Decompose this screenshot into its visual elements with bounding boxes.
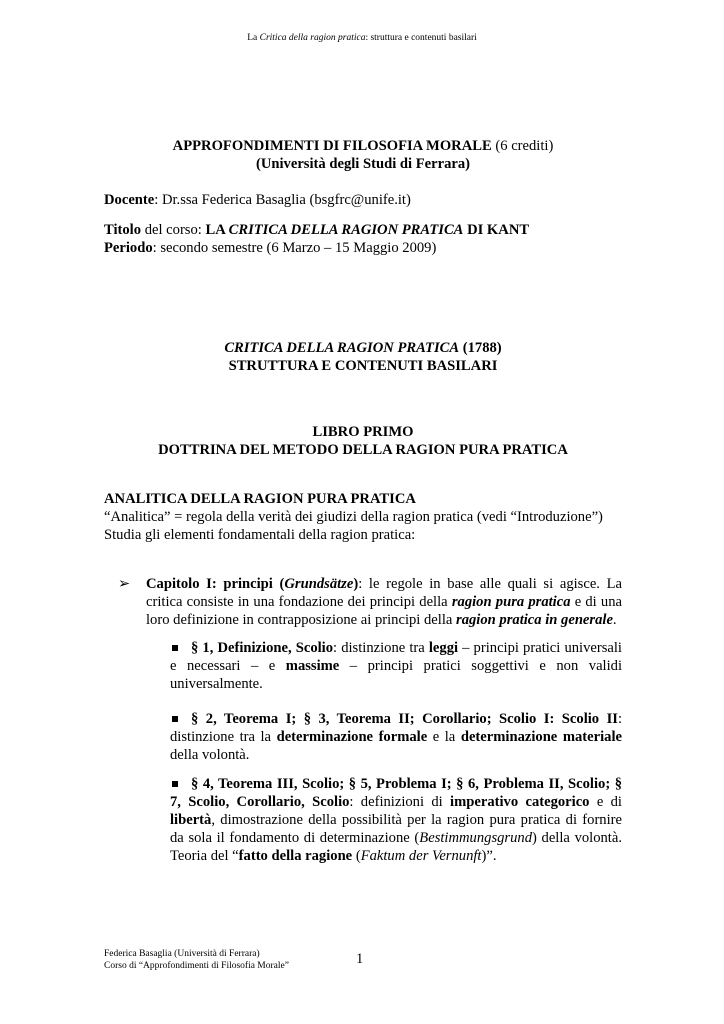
- docente-label: Docente: [104, 192, 155, 208]
- item2-b2: determinazione materiale: [460, 729, 622, 745]
- periodo-line: [104, 239, 622, 257]
- square-bullet-icon: [172, 645, 178, 651]
- periodo-value: : secondo semestre (6 Marzo – 15 Maggio 2009): [152, 240, 437, 256]
- capitolo-em1: ragion pura pratica: [451, 594, 571, 610]
- capitolo-text3: .: [612, 612, 617, 628]
- section-title: [104, 339, 622, 357]
- university-text: (Università degli Studi di Ferrara): [255, 156, 471, 172]
- footer-line1: Federica Basaglia (Università di Ferrara): [104, 949, 260, 959]
- course-title: [104, 137, 622, 155]
- header-suffix: : struttura e contenuti basilari: [365, 33, 477, 43]
- course-title-block: [104, 137, 622, 173]
- item3-t6: )”.: [481, 848, 497, 864]
- section-year: (1788): [459, 340, 502, 356]
- item2-t3: della volontà.: [170, 747, 250, 763]
- section-subtitle-text: STRUTTURA E CONTENUTI BASILARI: [228, 358, 498, 374]
- item1-t3: – principi pratici soggettivi e non validi universalmente.: [170, 658, 623, 692]
- item2-t1: : distinzione tra la: [170, 711, 622, 745]
- item3-t4: ) della volontà. Teoria del “: [170, 830, 622, 864]
- item3-t5: (: [352, 848, 361, 864]
- running-header: [0, 33, 724, 43]
- section-heading: [104, 339, 622, 375]
- titolo-la: LA: [205, 222, 229, 238]
- item1-b2: massime: [285, 658, 340, 674]
- item3-t1: : definizioni di: [349, 794, 451, 810]
- titolo-label: Titolo: [104, 222, 142, 238]
- capitolo-text2: e di una loro definizione in contrapposizione ai principi della: [146, 594, 622, 628]
- university: [104, 155, 622, 173]
- libro-heading: [104, 423, 622, 459]
- item3-bold: § 4, Teorema III, Scolio; § 5, Problema I; § 6, Problema II, Scolio; § 7, Scolio, Corollario, Scolio: [170, 776, 622, 810]
- item3-b2: libertà: [170, 812, 212, 828]
- item3-t3: , dimostrazione della possibilità per la ragion pura pratica di fornire da sola il fondamento di determinazione (: [170, 812, 622, 846]
- page-number: 1: [356, 951, 364, 967]
- libro-subtitle: DOTTRINA DEL METODO DELLA RAGION PURA PRATICA: [158, 442, 568, 458]
- arrow-bullet-icon: ➢: [118, 576, 131, 592]
- item1-t1: : distinzione tra: [333, 640, 429, 656]
- item1-t2: – principi pratici universali e necessari – e: [170, 640, 622, 674]
- capitolo-list-item: [118, 575, 622, 629]
- list-item-2: [170, 710, 622, 764]
- course-credits: (6 crediti): [491, 138, 554, 154]
- analitica-line2: Studia gli elementi fondamentali della ragion pratica:: [104, 527, 416, 543]
- capitolo-label-italic: Grundsätze: [284, 576, 354, 592]
- item3-t2: e di: [589, 794, 622, 810]
- item3-i2: Faktum der Vernunft: [360, 848, 482, 864]
- course-title-bold: APPROFONDIMENTI DI FILOSOFIA MORALE: [172, 138, 492, 154]
- capitolo-label: Capitolo I: principi (: [146, 576, 285, 592]
- docente-value: : Dr.ssa Federica Basaglia (bsgfrc@unife.it): [154, 192, 411, 208]
- titolo-periodo-block: [104, 221, 622, 257]
- titolo-end: DI KANT: [463, 222, 530, 238]
- titolo-italic: CRITICA DELLA RAGION PRATICA: [228, 222, 464, 238]
- item3-i1: Bestimmungsgrund: [419, 830, 532, 846]
- header-prefix: La: [247, 33, 260, 43]
- capitolo-em2: ragion pratica in generale: [456, 612, 613, 628]
- titolo-mid: del corso:: [141, 222, 206, 238]
- capitolo-label-end: ): [353, 576, 359, 592]
- section-title-italic: CRITICA DELLA RAGION PRATICA: [224, 340, 460, 356]
- analitica-line1: “Analitica” = regola della verità dei giudizi della ragion pratica (vedi “Introduzione”): [104, 509, 603, 525]
- footer: [104, 948, 289, 972]
- footer-line2: Corso di “Approfondimenti di Filosofia Morale”: [104, 961, 289, 971]
- item1-bold: § 1, Definizione, Scolio: [191, 640, 334, 656]
- list-item-1: [170, 639, 622, 693]
- square-bullet-icon: [172, 781, 178, 787]
- item2-b1: determinazione formale: [276, 729, 428, 745]
- list-item-3: [170, 775, 622, 865]
- titolo-line: [104, 221, 622, 239]
- item2-bold: § 2, Teorema I; § 3, Teorema II; Corollario; Scolio I: Scolio II: [191, 711, 618, 727]
- item1-b1: leggi: [428, 640, 459, 656]
- section-subtitle: [104, 357, 622, 375]
- item2-t2: e la: [427, 729, 461, 745]
- item3-b1: imperativo categorico: [450, 794, 590, 810]
- header-italic-title: Critica della ragion pratica: [259, 33, 366, 43]
- capitolo-text1: : le regole in base alle quali si agisce. La critica consiste in una fondazione dei principi della: [146, 576, 623, 610]
- libro-title: LIBRO PRIMO: [312, 424, 414, 440]
- docente-line: [104, 191, 622, 209]
- item3-b3: fatto della ragione: [238, 848, 353, 864]
- analitica-heading: ANALITICA DELLA RAGION PURA PRATICA: [104, 491, 416, 507]
- analitica-block: [104, 490, 622, 544]
- capitolo-text: [146, 575, 622, 629]
- square-bullet-icon: [172, 716, 178, 722]
- periodo-label: Periodo: [104, 240, 153, 256]
